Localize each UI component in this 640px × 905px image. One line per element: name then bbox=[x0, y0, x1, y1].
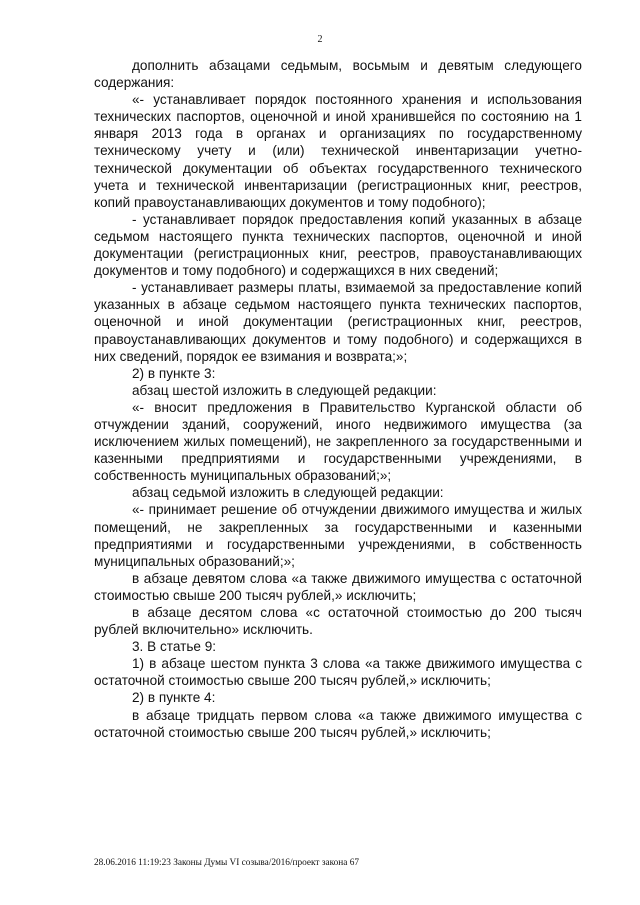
paragraph: - устанавливает порядок предоставления копий указанных в абзаце седьмом настоящего пункта технических паспортов, оценочной и иной документации (регистрационных книг, реестров, правоустанавливающих документов и тому подобного) и содержащихся в них сведений; bbox=[94, 211, 582, 279]
paragraph: в абзаце тридцать первом слова «а также движимого имущества с остаточной стоимостью свыше 200 тысяч рублей,» исключить; bbox=[94, 707, 582, 740]
paragraph: в абзаце девятом слова «а также движимого имущества с остаточной стоимостью свыше 200 тысяч рублей,» исключить; bbox=[94, 570, 582, 603]
paragraph: «- принимает решение об отчуждении движимого имущества и жилых помещений, не закрепленных за государственными и казенными предприятиями и государственными учреждениями, в собственность муниципальных образований;»; bbox=[94, 502, 582, 569]
paragraph: 1) в абзаце шестом пункта 3 слова «а также движимого имущества с остаточной стоимостью свыше 200 тысяч рублей,» исключить; bbox=[94, 656, 582, 689]
paragraph: - устанавливает размеры платы, взимаемой за предоставление копий указанных в абзаце седьмом настоящего пункта технических паспортов, оценочной и иной документации (регистрационных книг, реестров, правоустанавливающих документов и тому подобного) и содержащихся в них сведений, порядок ее взимания и возврата;»; bbox=[94, 280, 582, 364]
paragraph: 2) в пункте 3: bbox=[132, 365, 216, 381]
paragraph: «- вносит предложения в Правительство Курганской области об отчуждении зданий, сооружений, иного недвижимого имущества (за исключением жилых помещений), не закрепленного за государственными и казенными предприятиями и государственными учреждениями, в собственность муниципальных образований;»; bbox=[94, 399, 582, 484]
paragraph: абзац седьмой изложить в следующей редакции: bbox=[132, 485, 444, 501]
paragraph: абзац шестой изложить в следующей редакции: bbox=[132, 382, 437, 398]
paragraph: 3. В статье 9: bbox=[132, 639, 217, 655]
footer-path: 28.06.2016 11:19:23 Законы Думы VI созыва/2016/проект закона 67 bbox=[94, 858, 360, 868]
page-number: 2 bbox=[317, 34, 323, 45]
paragraph: 2) в пункте 4: bbox=[132, 690, 216, 706]
document-body bbox=[94, 57, 582, 741]
paragraph: дополнить абзацами седьмым, восьмым и девятым следующего содержания: bbox=[94, 58, 582, 91]
paragraph: «- устанавливает порядок постоянного хранения и использования технических паспортов, оценочной и иной хранившейся по состоянию на 1 января 2013 года в органах и организациях по государственному техническому учету и (или) технической инвентаризации учетно-технической документации об объектах государственного технического учета и технической инвентаризации (регистрационных книг, реестров, копий правоустанавливающих документов и тому подобного); bbox=[94, 92, 582, 210]
paragraph: в абзаце десятом слова «с остаточной стоимостью до 200 тысяч рублей включительно» исключить. bbox=[94, 605, 582, 638]
